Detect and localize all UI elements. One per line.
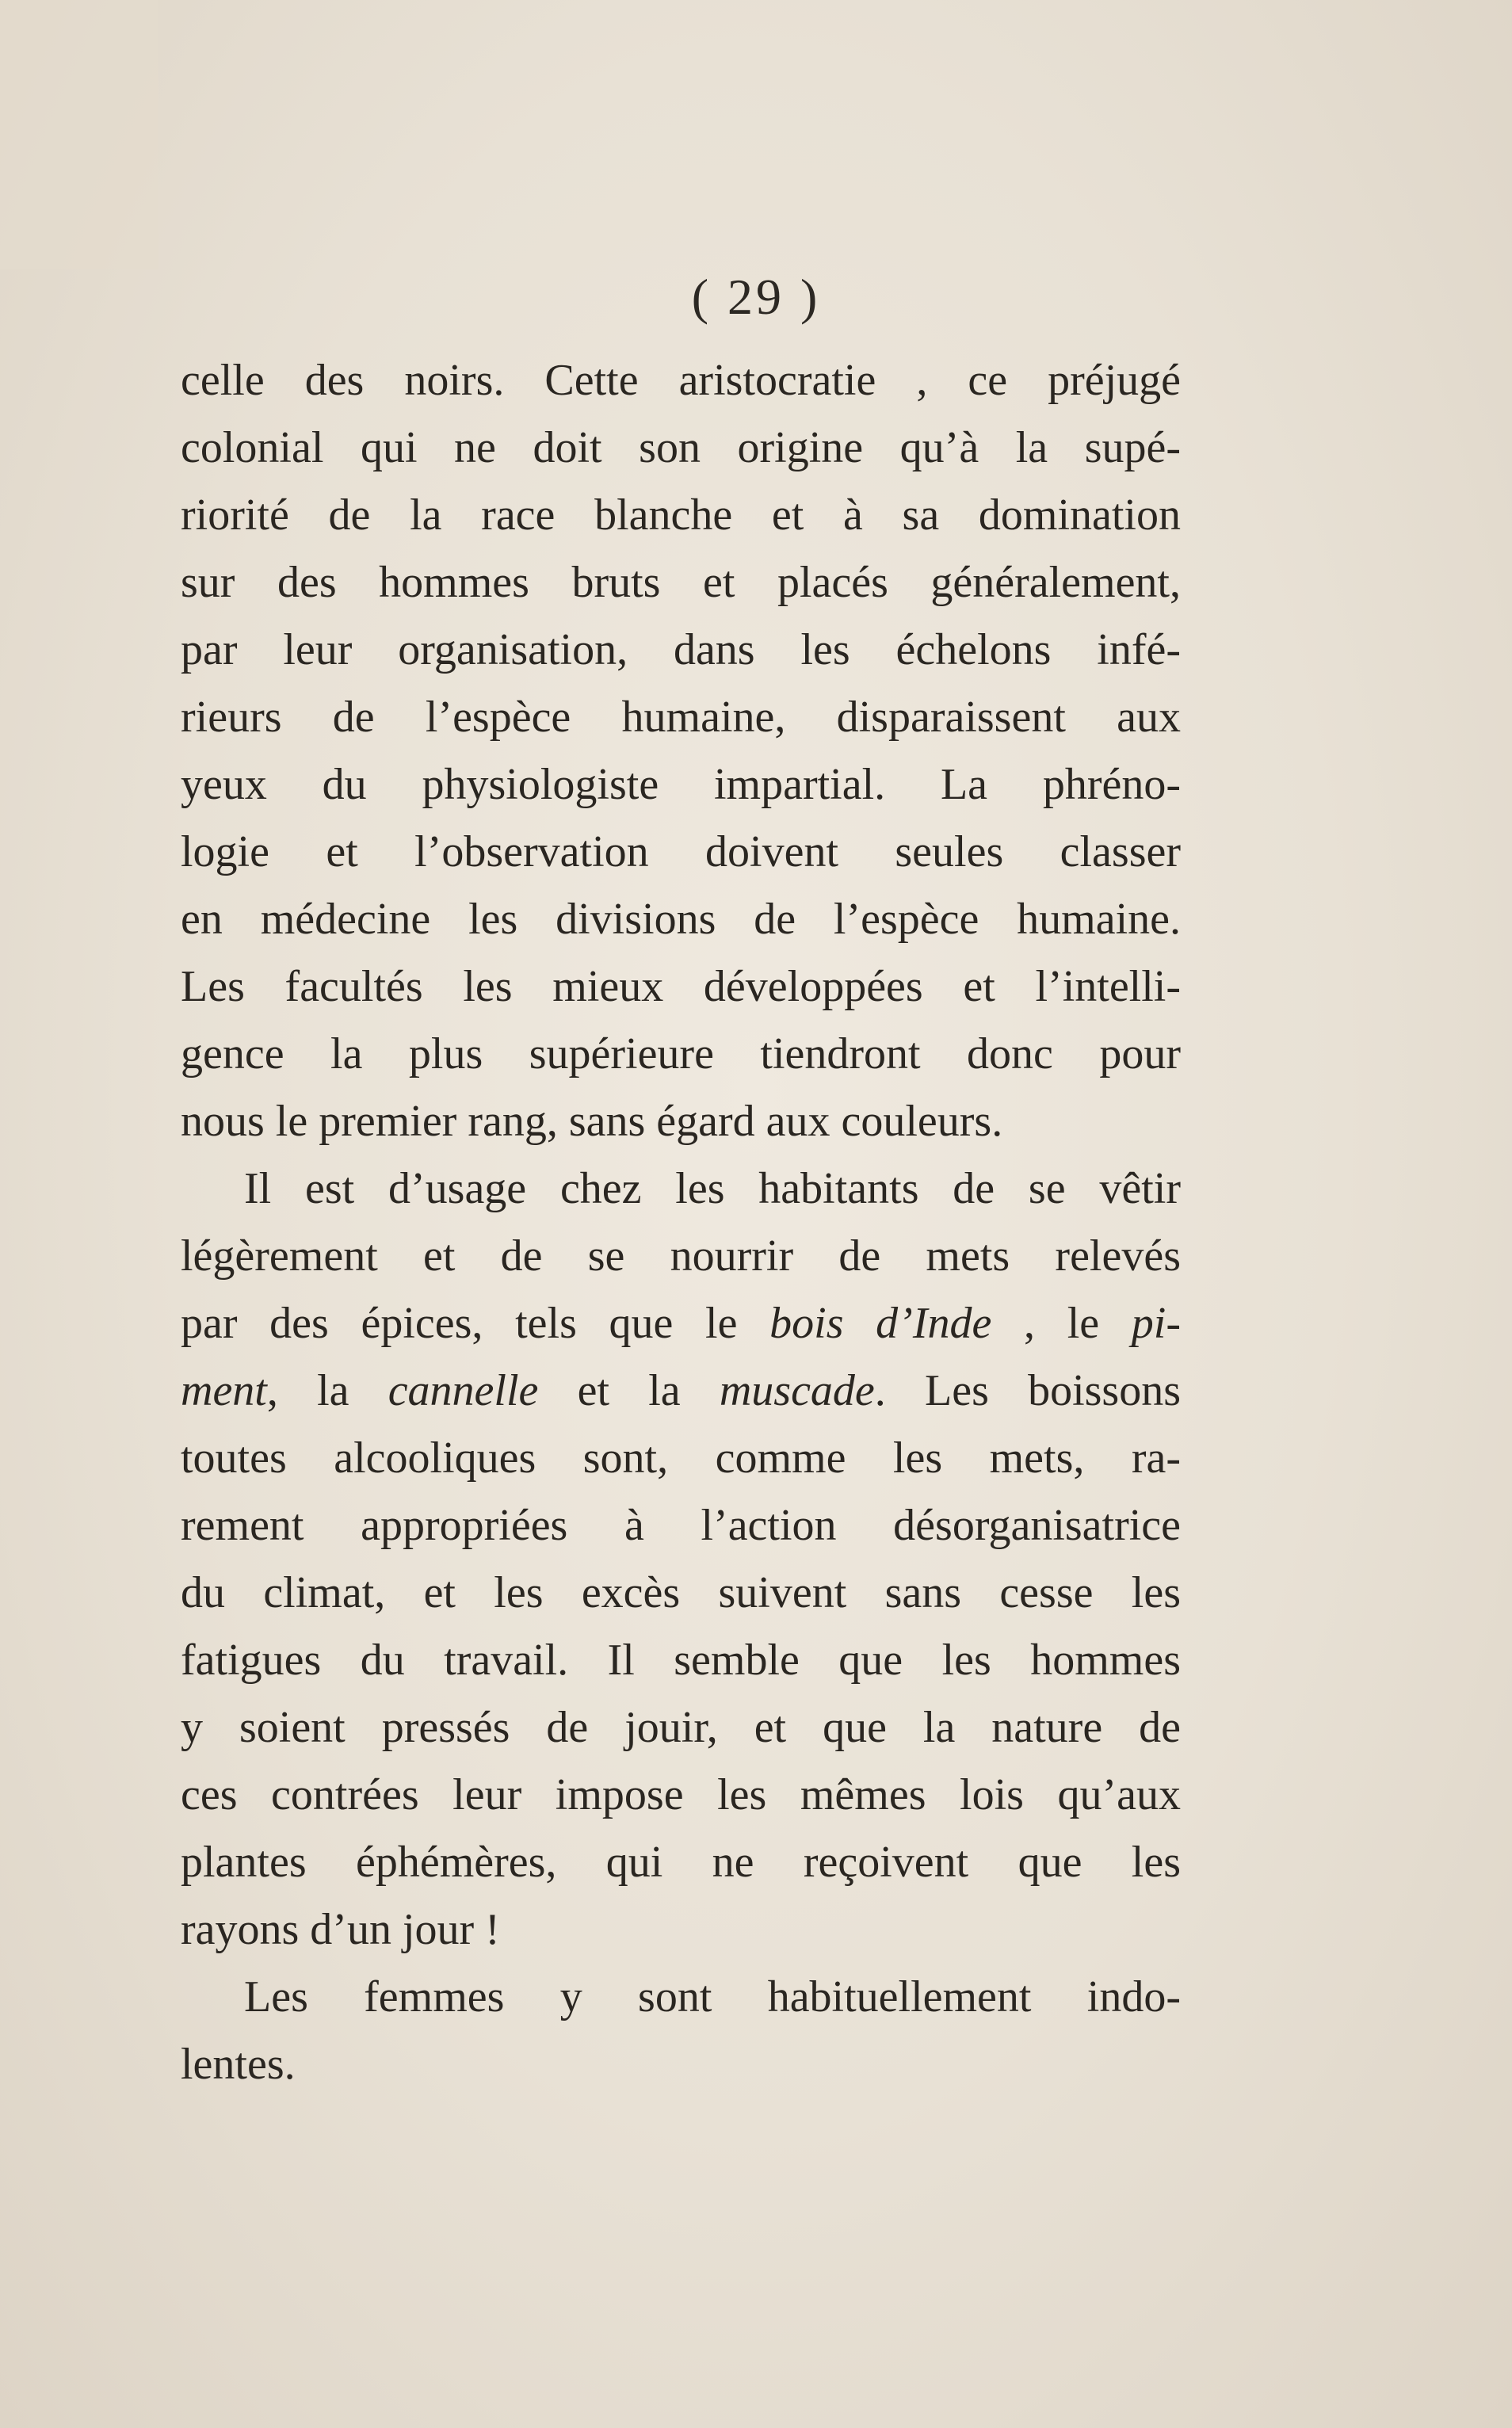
text-line: lentes.	[181, 2040, 296, 2089]
text-line: fatigues du travail. Il semble que les hommes	[181, 1636, 1181, 1685]
text-line: y soient pressés de jouir, et que la nature de	[181, 1703, 1181, 1752]
text-line: rayons d’un jour !	[181, 1905, 500, 1954]
text-line: Les femmes y sont habituellement indo-	[244, 1972, 1181, 2021]
text-run: et la	[538, 1366, 720, 1415]
text-line: du climat, et les excès suivent sans cesse les	[181, 1568, 1181, 1617]
text-line: logie et l’observation doivent seules classer	[181, 827, 1181, 876]
text-line: Il est d’usage chez les habitants de se vêtir	[244, 1164, 1181, 1213]
text-run: . Les boissons	[874, 1366, 1182, 1415]
text-line: celle des noirs. Cette aristocratie , ce préjugé	[181, 356, 1181, 405]
text-line-with-italics	[181, 1357, 1181, 1425]
text-line: colonial qui ne doit son origine qu’à la supé-	[181, 423, 1181, 472]
text-run: , le	[991, 1299, 1132, 1348]
text-line-with-italics	[181, 1290, 1181, 1357]
text-line: rieurs de l’espèce humaine, disparaissent aux	[181, 693, 1181, 742]
text-line: ces contrées leur impose les mêmes lois qu’aux	[181, 1770, 1181, 1819]
text-line: légèrement et de se nourrir de mets relevés	[181, 1231, 1181, 1281]
page-edge-shadow	[0, 0, 158, 269]
text-line: gence la plus supérieure tiendront donc pour	[181, 1029, 1181, 1078]
italic-term: muscade	[719, 1366, 875, 1415]
text-line: riorité de la race blanche et à sa domination	[181, 491, 1181, 540]
text-line: yeux du physiologiste impartial. La phréno-	[181, 760, 1181, 809]
text-line: par leur organisation, dans les échelons infé-	[181, 625, 1181, 674]
italic-term: cannelle	[388, 1366, 539, 1415]
text-line: toutes alcooliques sont, comme les mets, ra-	[181, 1434, 1181, 1483]
text-line: Les facultés les mieux développées et l’intelli-	[181, 962, 1181, 1011]
text-run: par des épices, tels que le	[181, 1299, 770, 1348]
italic-term: bois d’Inde	[769, 1299, 992, 1348]
text-line: en médecine les divisions de l’espèce humaine.	[181, 895, 1181, 944]
text-line: sur des hommes bruts et placés généralement,	[181, 558, 1181, 607]
text-line: nous le premier rang, sans égard aux couleurs.	[181, 1097, 1003, 1146]
italic-term: pi-	[1131, 1299, 1181, 1348]
text-run: , la	[266, 1366, 388, 1415]
text-line: plantes éphémères, qui ne reçoivent que les	[181, 1838, 1181, 1887]
body-text	[181, 347, 1181, 2098]
italic-term: ment	[181, 1366, 267, 1415]
text-line: rement appropriées à l’action désorganisatrice	[181, 1501, 1181, 1550]
page-number: ( 29 )	[691, 269, 821, 325]
